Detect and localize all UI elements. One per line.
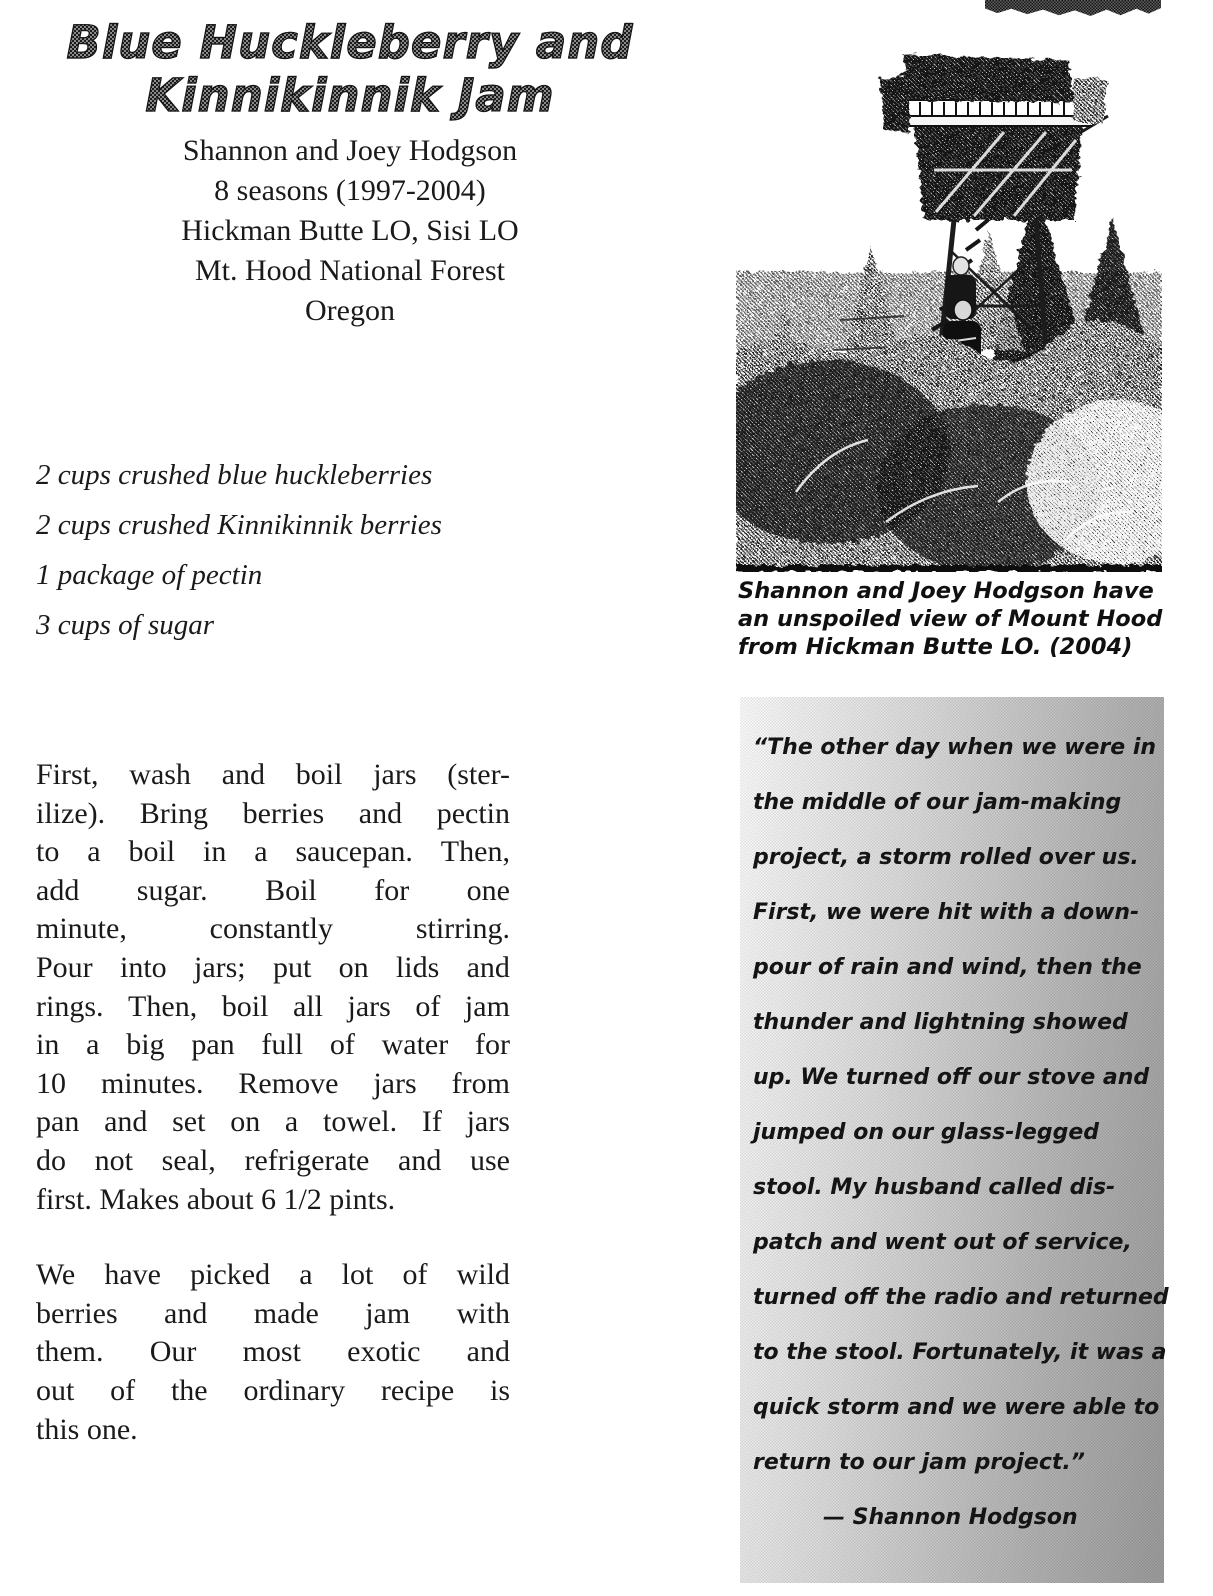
text-line: rings. Then, boil all jars of jam (36, 989, 510, 1023)
text-line: the middle of our jam-making (753, 790, 1122, 815)
text-line: Pour into jars; put on lids and (36, 950, 510, 984)
pull-quote-text (753, 720, 1169, 1490)
text-line: an unspoiled view of Mount Hood (738, 606, 1163, 632)
text-line: pour of rain and wind, then the (753, 955, 1142, 980)
text-line: project, a storm rolled over us. (753, 845, 1139, 870)
text-line: pan and set on a towel. If jars (36, 1105, 510, 1139)
byline (30, 131, 670, 331)
text-line: minute, constantly stirring. (36, 912, 510, 946)
title-line-2: Kinnikinnik Jam (145, 69, 555, 122)
instructions-paragraph-1 (36, 756, 510, 1219)
text-line: to the stool. Fortunately, it was a (753, 1340, 1167, 1365)
text-line: out of the ordinary recipe is (36, 1373, 510, 1407)
text-line: Hickman Butte LO, Sisi LO (181, 214, 519, 247)
text-line: add sugar. Boil for one (36, 873, 510, 907)
text-line: 8 seasons (1997-2004) (214, 174, 486, 207)
text-line: We have picked a lot of wild (36, 1258, 510, 1292)
text-line: 2 cups crushed Kinnikinnik berries (36, 509, 442, 541)
text-line: them. Our most exotic and (36, 1335, 510, 1369)
text-line: quick storm and we were able to (753, 1395, 1160, 1420)
instructions (36, 756, 510, 1449)
text-line: First, we were hit with a down- (753, 900, 1140, 925)
instructions-paragraph-2 (36, 1256, 510, 1449)
ingredients-list (36, 450, 596, 650)
text-line: Shannon and Joey Hodgson (182, 134, 518, 167)
text-line: turned off the radio and returned (753, 1285, 1169, 1310)
text-line: patch and went out of service, (753, 1230, 1132, 1255)
text-line: to a boil in a saucepan. Then, (36, 835, 510, 869)
text-line: Oregon (305, 294, 395, 327)
text-line: from Hickman Butte LO. (2004) (738, 634, 1133, 660)
text-line: up. We turned off our stove and (753, 1065, 1150, 1090)
text-line: ilize). Bring berries and pectin (36, 796, 510, 830)
text-line: this one. (36, 1412, 138, 1446)
title-line-1: Blue Huckleberry and (66, 16, 634, 69)
text-line: thunder and lightning showed (753, 1010, 1128, 1035)
text-line: 10 minutes. Remove jars from (36, 1066, 510, 1100)
pull-quote-box (740, 697, 1169, 1583)
photo-caption (738, 577, 1168, 661)
text-line: Shannon and Joey Hodgson have (738, 578, 1154, 604)
text-line: 2 cups crushed blue huckleberries (36, 459, 433, 491)
text-line: 1 package of pectin (36, 559, 263, 591)
lookout-tower-illustration (736, 20, 1162, 572)
text-line: First, wash and boil jars (ster- (36, 758, 510, 791)
header (30, 16, 670, 331)
text-line: in a big pan full of water for (36, 1028, 510, 1062)
text-line: 3 cups of sugar (36, 609, 215, 641)
quote-attribution: — Shannon Hodgson (823, 1505, 1078, 1530)
text-line: berries and made jam with (36, 1296, 510, 1330)
text-line: jumped on our glass-legged (753, 1120, 1100, 1145)
text-line: stool. My husband called dis- (753, 1175, 1116, 1200)
page-title (30, 16, 670, 122)
text-line: “The other day when we were in (753, 735, 1157, 760)
text-line: Mt. Hood National Forest (195, 254, 505, 287)
scan-edge-artifact (985, 0, 1161, 16)
text-line: first. Makes about 6 1/2 pints. (36, 1182, 396, 1216)
text-line: do not seal, refrigerate and use (36, 1143, 510, 1177)
text-line: return to our jam project.” (753, 1450, 1085, 1475)
lookout-tower-photo (736, 20, 1162, 572)
